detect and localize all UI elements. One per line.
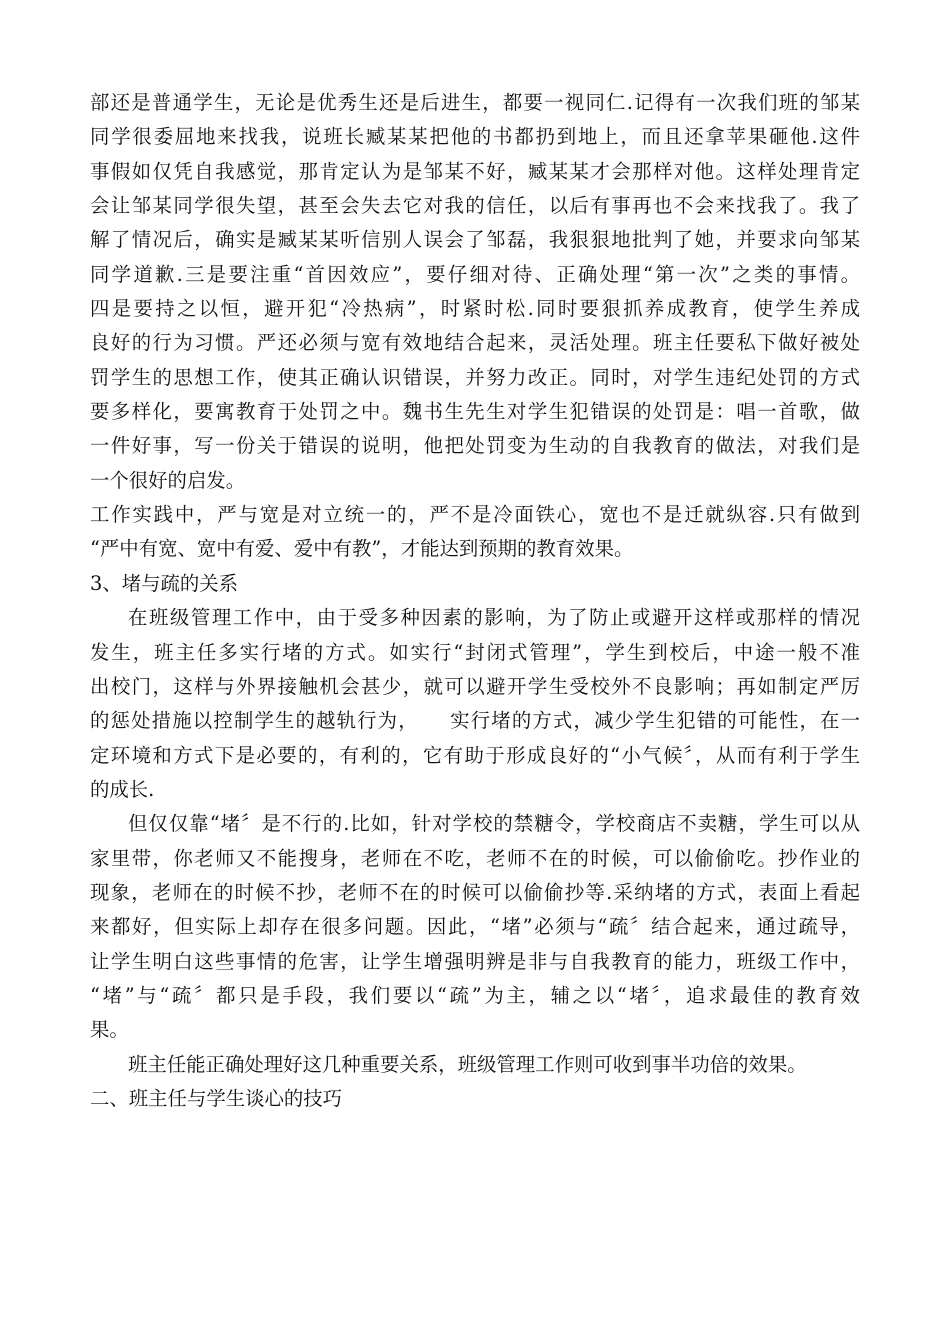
text-line: 在班级管理工作中，由于受多种因素的影响，为了防止或避开这样或那样的情况 <box>128 606 860 630</box>
text-line: 出校门，这样与外界接触机会甚少，就可以避开学生受校外不良影响；再如制定严厉 <box>90 674 860 698</box>
text-line: 一件好事，写一份关于错误的说明，他把处罚变为生动的自我教育的做法，对我们是 <box>90 434 860 458</box>
text-line: 良好的行为习惯。严还必须与宽有效地结合起来，灵活处理。班主任要私下做好被处 <box>90 331 860 355</box>
text-line: 解了情况后，确实是臧某某听信别人误会了邹磊，我狠狠地批判了她，并要求向邹某 <box>90 228 860 252</box>
text-line: 同学道歉.三是要注重“首因效应”，要仔细对待、正确处理“第一次”之类的事情。 <box>90 262 860 286</box>
text-line: 事假如仅凭自我感觉，那肯定认为是邹某不好，臧某某才会那样对他。这样处理肯定 <box>90 159 860 183</box>
text-line: 来都好，但实际上却存在很多问题。因此，“堵”必须与“疏〞结合起来，通过疏导， <box>90 915 860 939</box>
text-line: 一个很好的启发。 <box>90 468 246 492</box>
text-line: 四是要持之以恒，避开犯“冷热病”，时紧时松.同时要狠抓养成教育，使学生养成 <box>90 297 860 321</box>
text-line: 3、堵与疏的关系 <box>90 571 239 595</box>
text-line: 班主任能正确处理好这几种重要关系，班级管理工作则可收到事半功倍的效果。 <box>128 1052 807 1076</box>
text-line: 发生，班主任多实行堵的方式。如实行“封闭式管理”，学生到校后，中途一般不准 <box>90 640 860 664</box>
text-line: 的惩处措施以控制学生的越轨行为， 实行堵的方式，减少学生犯错的可能性，在一 <box>90 709 860 733</box>
text-line: 部还是普通学生，无论是优秀生还是后进生，都要一视同仁.记得有一次我们班的邹某 <box>90 91 860 114</box>
text-line: 现象，老师在的时候不抄，老师不在的时候可以偷偷抄等.采纳堵的方式，表面上看起 <box>90 880 860 904</box>
text-line: 要多样化，要寓教育于处罚之中。魏书生先生对学生犯错误的处罚是：唱一首歌，做 <box>90 400 860 424</box>
text-line: 定环境和方式下是必要的，有利的，它有助于形成良好的“小气候〞，从而有利于学生 <box>90 743 860 767</box>
text-line: 工作实践中，严与宽是对立统一的，严不是冷面铁心，宽也不是迁就纵容.只有做到 <box>90 503 860 527</box>
document-body <box>90 86 860 1116</box>
text-line: “严中有宽、宽中有爱、爱中有教”，才能达到预期的教育效果。 <box>90 537 634 561</box>
text-line: 家里带，你老师又不能搜身，老师在不吃，老师不在的时候，可以偷偷吃。抄作业的 <box>90 846 860 870</box>
text-line: 同学很委屈地来找我，说班长臧某某把他的书都扔到地上，而且还拿苹果砸他.这件 <box>90 125 860 149</box>
text-line: 的成长. <box>90 777 155 801</box>
text-line: 果。 <box>90 1018 129 1042</box>
text-line: 会让邹某同学很失望，甚至会失去它对我的信任，以后有事再也不会来找我了。我了 <box>90 194 860 218</box>
text-line: 罚学生的思想工作，使其正确认识错误，并努力改正。同时，对学生违纪处罚的方式 <box>90 365 860 389</box>
text-line: 但仅仅靠“堵〞是不行的.比如，针对学校的禁糖令，学校商店不卖糖，学生可以从 <box>128 812 860 836</box>
text-line: 二、班主任与学生谈心的技巧 <box>90 1086 343 1110</box>
text-line: “堵”与“疏〞都只是手段，我们要以“疏”为主，辅之以“堵〞，追求最佳的教育效 <box>90 983 860 1007</box>
text-line: 让学生明白这些事情的危害，让学生增强明辨是非与自我教育的能力，班级工作中， <box>90 949 860 973</box>
